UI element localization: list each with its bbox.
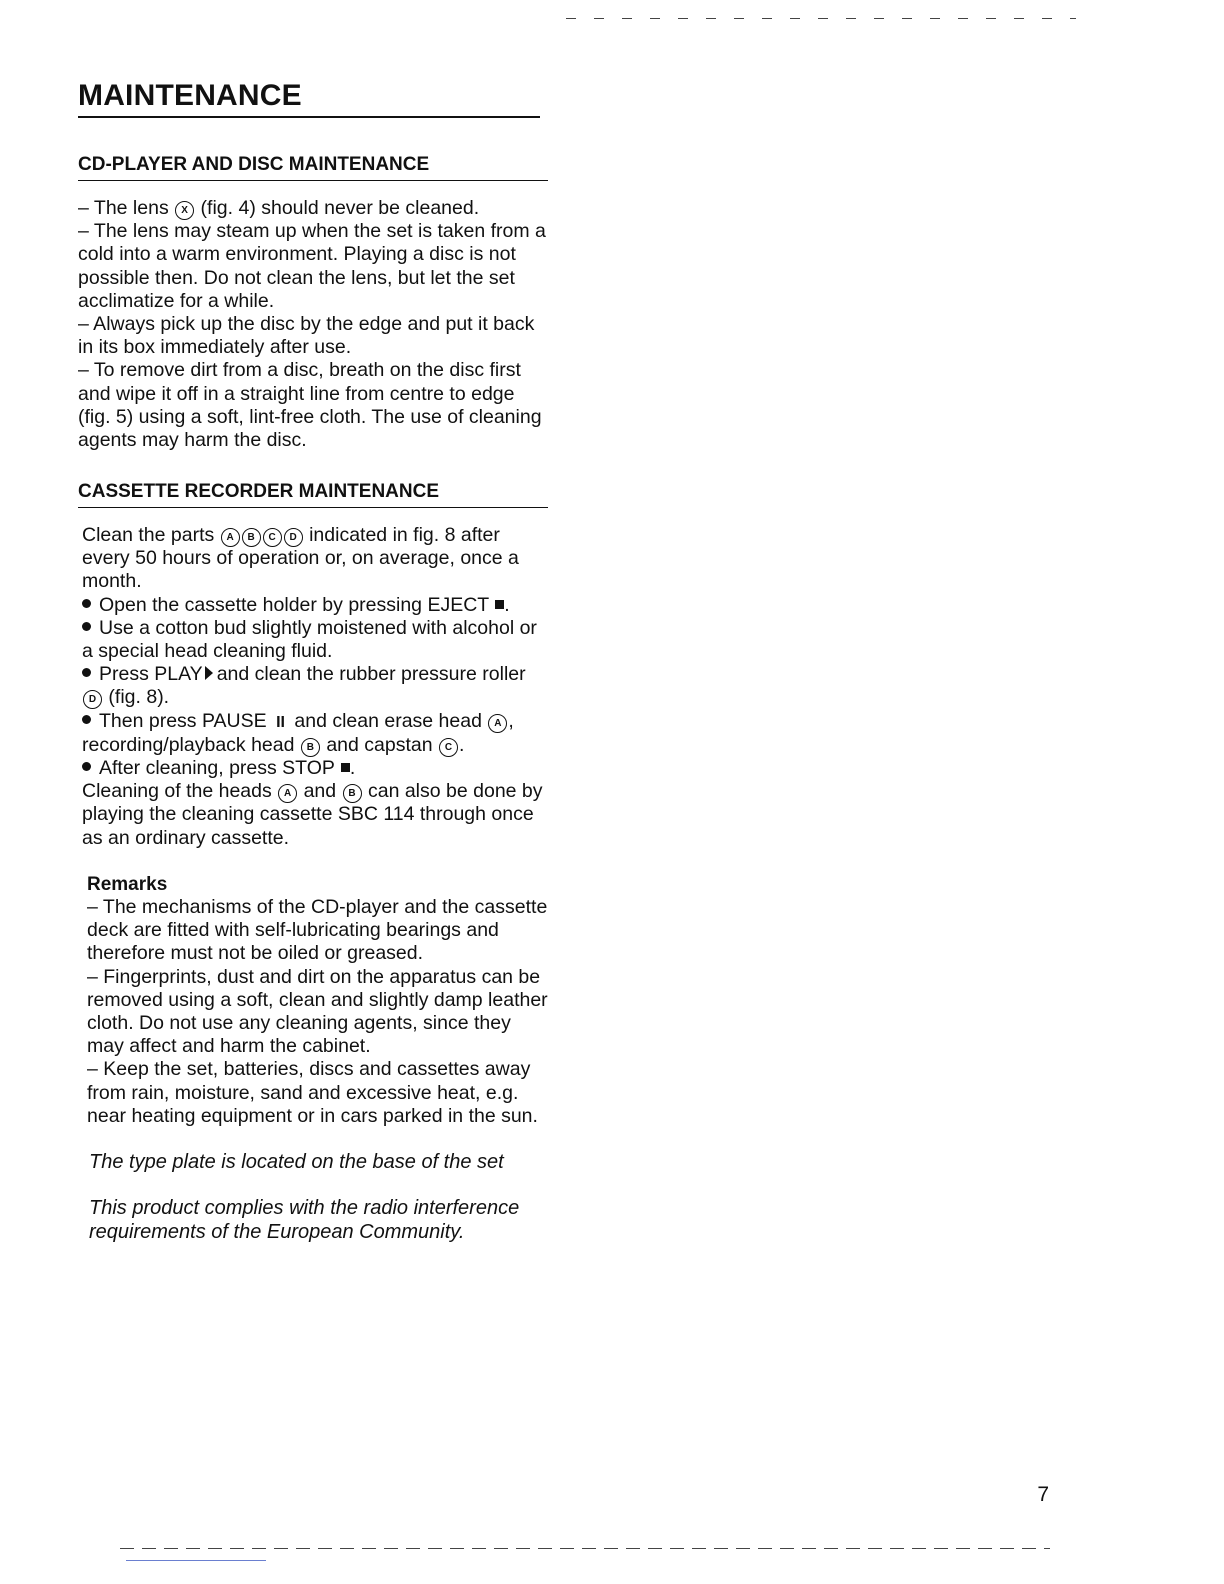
remark-2: – Fingerprints, dust and dirt on the apparatus can be removed using a soft, clean and slightly damp leather cloth. Do not use any cleaning agents, since they may affect and harm the cabinet. <box>87 965 548 1058</box>
cd-paragraph-4: – To remove dirt from a disc, breath on the disc first and wipe it off in a straight line from centre to edge (fig. 5) using a soft, lint-free cloth. The use of cleaning agents may harm the disc. <box>78 359 542 452</box>
cd-paragraph-1: – The lens X (fig. 4) should never be cleaned. <box>78 197 480 219</box>
remarks-section <box>87 873 549 1128</box>
part-b-icon: B <box>343 784 362 803</box>
bullet-icon <box>82 622 91 631</box>
scan-artifact-bottom <box>120 1548 1050 1549</box>
bullet-pause: Then press PAUSE II and clean erase head A , recording/playback head B and capstan C . <box>82 709 514 756</box>
bullet-eject: Open the cassette holder by pressing EJECT . <box>78 594 548 617</box>
cassette-cleaning-note: Cleaning of the heads A and B can also be done by playing the cleaning cassette SBC 114 through once as an ordinary cassette. <box>82 780 543 849</box>
cd-section <box>78 153 548 452</box>
scan-artifact-bottom-line <box>126 1560 266 1561</box>
part-c-icon: C <box>263 528 282 547</box>
compliance-note: This product complies with the radio interference requirements of the European Community. <box>89 1197 520 1243</box>
pause-icon: II <box>276 713 285 731</box>
eject-square-icon <box>495 600 504 609</box>
bullet-icon <box>82 599 91 608</box>
part-d-icon: D <box>83 690 102 709</box>
remarks-heading: Remarks <box>87 874 168 895</box>
part-b-icon: B <box>242 528 261 547</box>
remark-3: – Keep the set, batteries, discs and cassettes away from rain, moisture, sand and excessive heat, e.g. near heating equipment or in cars parked in the sun. <box>87 1058 538 1127</box>
bullet-icon <box>82 668 91 677</box>
remark-1: – The mechanisms of the CD-player and the cassette deck are fitted with self-lubricating bearings and therefore must not be oiled or greased. <box>87 896 548 965</box>
cassette-section <box>78 480 548 850</box>
cd-heading: CD-PLAYER AND DISC MAINTENANCE <box>78 153 548 181</box>
bullet-cotton: Use a cotton bud slightly moistened with alcohol or a special head cleaning fluid. <box>82 616 537 663</box>
part-b-icon: B <box>301 738 320 757</box>
cassette-heading: CASSETTE RECORDER MAINTENANCE <box>78 480 548 508</box>
cd-paragraph-3: – Always pick up the disc by the edge and put it back in its box immediately after use. <box>78 313 535 359</box>
bullet-stop: After cleaning, press STOP . <box>78 757 548 780</box>
page-title: MAINTENANCE <box>78 78 540 118</box>
lens-x-icon: X <box>175 201 194 220</box>
part-d-icon: D <box>284 528 303 547</box>
bullet-icon <box>82 715 91 724</box>
part-a-icon: A <box>488 714 507 733</box>
play-triangle-icon <box>205 666 213 680</box>
part-a-icon: A <box>278 784 297 803</box>
scan-artifact-top <box>566 18 1076 19</box>
stop-square-icon <box>341 763 350 772</box>
cd-paragraph-2: – The lens may steam up when the set is taken from a cold into a warm environment. Playing a disc is not possible then. Do not clean the lens, but let the set acclimatize for a while. <box>78 220 546 312</box>
part-c-icon: C <box>439 738 458 757</box>
cassette-intro: Clean the parts A B C D indicated in fig. 8 after every 50 hours of operation or, on average, once a month. <box>82 524 519 593</box>
bullet-icon <box>82 762 91 771</box>
notes-section <box>89 1150 551 1244</box>
part-a-icon: A <box>221 528 240 547</box>
page-number: 7 <box>1037 1483 1049 1506</box>
bullet-play: Press PLAY and clean the rubber pressure roller D (fig. 8). <box>78 663 548 709</box>
type-plate-note: The type plate is located on the base of the set <box>89 1151 504 1173</box>
